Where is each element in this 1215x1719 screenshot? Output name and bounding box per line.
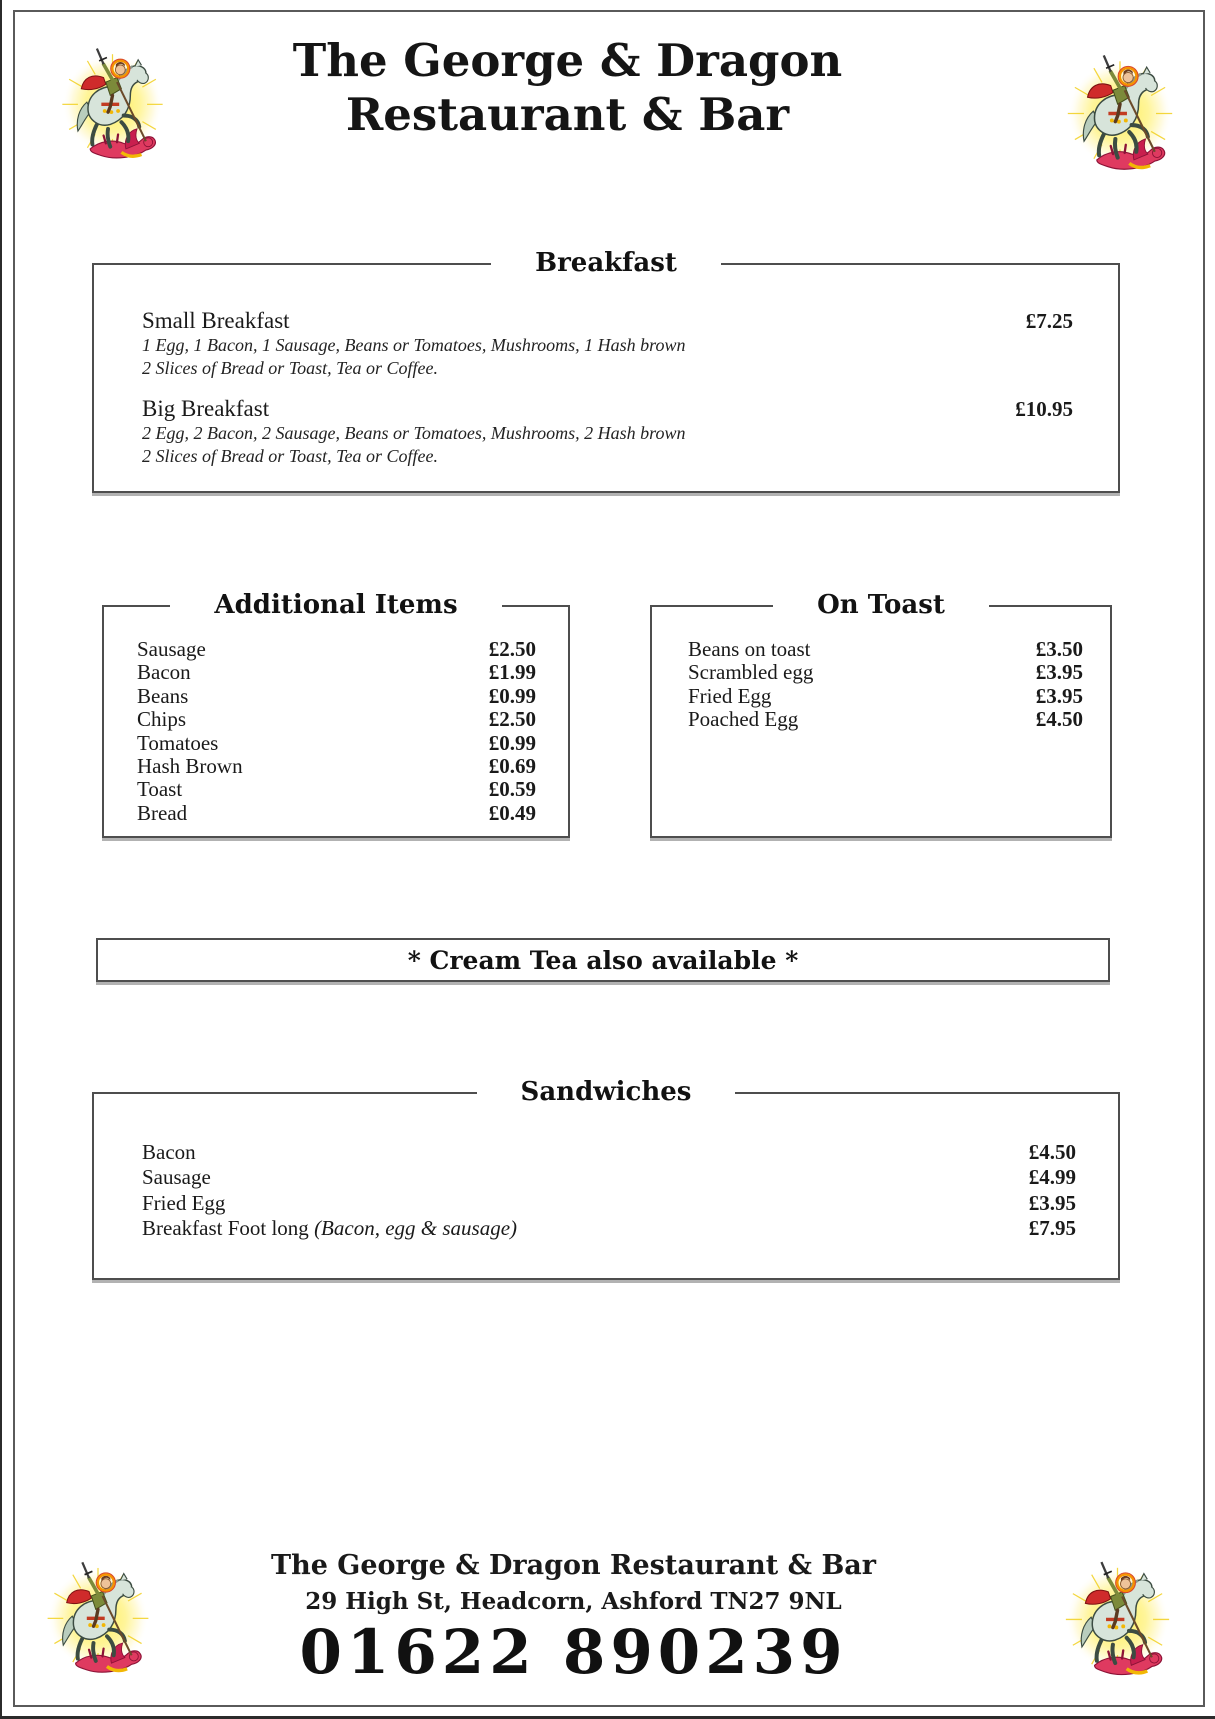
menu-item	[688, 708, 1083, 731]
item-price: £0.69	[488, 754, 536, 779]
menu-item	[137, 732, 536, 755]
menu-item	[142, 1140, 1076, 1165]
item-price: £2.50	[488, 707, 536, 732]
page-title-line2: Restaurant & Bar	[345, 88, 790, 141]
on-toast-section-title: On Toast	[652, 588, 1110, 622]
on-toast-section	[650, 590, 1112, 838]
cream-tea-notice	[96, 938, 1110, 982]
item-price: £3.95	[1035, 683, 1083, 708]
item-price: £4.50	[1028, 1140, 1076, 1164]
menu-item-big-breakfast	[142, 395, 1073, 468]
menu-item	[688, 661, 1083, 684]
item-name: Small Breakfast	[142, 308, 290, 333]
item-name: Breakfast Foot long	[142, 1216, 309, 1241]
menu-item	[688, 685, 1083, 708]
item-name: Fried Egg	[142, 1190, 226, 1215]
item-name: Sausage	[137, 637, 206, 661]
item-name: Big Breakfast	[142, 396, 270, 421]
menu-item	[137, 661, 536, 684]
item-description: 2 Egg, 2 Bacon, 2 Sausage, Beans or Tomatoes, Mushrooms, 2 Hash brown	[142, 423, 686, 443]
footer-phone-number: 01622 890239	[299, 1617, 848, 1688]
item-price: £7.95	[1028, 1216, 1076, 1241]
item-name: Poached Egg	[688, 707, 799, 732]
menu-item	[137, 685, 536, 708]
page-title-line1: The George & Dragon	[292, 34, 843, 87]
item-name: Hash Brown	[137, 754, 243, 779]
footer-address: 29 High St, Headcorn, Ashford TN27 9NL	[305, 1588, 842, 1615]
menu-item	[137, 802, 536, 825]
item-price: £0.59	[488, 777, 536, 802]
menu-item	[137, 778, 536, 801]
menu-item-small-breakfast	[142, 307, 1073, 380]
item-name: Sausage	[142, 1165, 211, 1190]
item-price: £0.99	[488, 730, 536, 755]
breakfast-section	[92, 248, 1120, 493]
menu-item	[142, 1191, 1076, 1216]
item-name: Tomatoes	[137, 730, 219, 755]
additional-items-section	[102, 590, 570, 838]
menu-item	[142, 1216, 1076, 1241]
footer-restaurant-name: The George & Dragon Restaurant & Bar	[270, 1550, 876, 1581]
additional-items-section-title: Additional Items	[104, 588, 568, 622]
item-name: Beans on toast	[688, 637, 811, 661]
item-price: £7.25	[1025, 309, 1073, 333]
item-name: Scrambled egg	[688, 660, 814, 685]
menu-item	[137, 755, 536, 778]
item-price: £0.99	[488, 683, 536, 708]
item-price: £3.95	[1035, 660, 1083, 685]
item-price: £0.49	[488, 800, 536, 825]
item-name: Bacon	[137, 660, 191, 685]
menu-item	[137, 638, 536, 661]
menu-item	[137, 708, 536, 731]
menu-item	[142, 1165, 1076, 1190]
item-price: £4.99	[1028, 1165, 1076, 1190]
item-description: 2 Slices of Bread or Toast, Tea or Coffee.	[142, 358, 439, 378]
item-price: £1.99	[488, 660, 536, 685]
item-name: Fried Egg	[688, 683, 772, 708]
item-name: Bread	[137, 800, 188, 825]
page-title	[0, 34, 1175, 142]
item-note: (Bacon, egg & sausage)	[314, 1216, 518, 1241]
item-name: Toast	[137, 777, 183, 802]
item-price: £3.50	[1035, 637, 1083, 661]
item-description: 2 Slices of Bread or Toast, Tea or Coffee.	[142, 446, 439, 466]
item-name: Bacon	[142, 1140, 196, 1164]
menu-item	[688, 638, 1083, 661]
item-price: £4.50	[1035, 707, 1083, 732]
sandwiches-section-title: Sandwiches	[94, 1075, 1118, 1109]
scan-edge-left	[0, 0, 2, 1719]
item-description: 1 Egg, 1 Bacon, 1 Sausage, Beans or Tomatoes, Mushrooms, 1 Hash brown	[142, 335, 686, 355]
item-price: £2.50	[488, 637, 536, 661]
item-price: £10.95	[1015, 397, 1073, 421]
item-price: £3.95	[1028, 1190, 1076, 1215]
item-name: Chips	[137, 707, 187, 732]
notice-text: * Cream Tea also available *	[407, 945, 799, 975]
breakfast-section-title: Breakfast	[94, 246, 1118, 280]
sandwiches-section	[92, 1077, 1120, 1280]
footer	[0, 1550, 1181, 1686]
item-name: Beans	[137, 683, 189, 708]
